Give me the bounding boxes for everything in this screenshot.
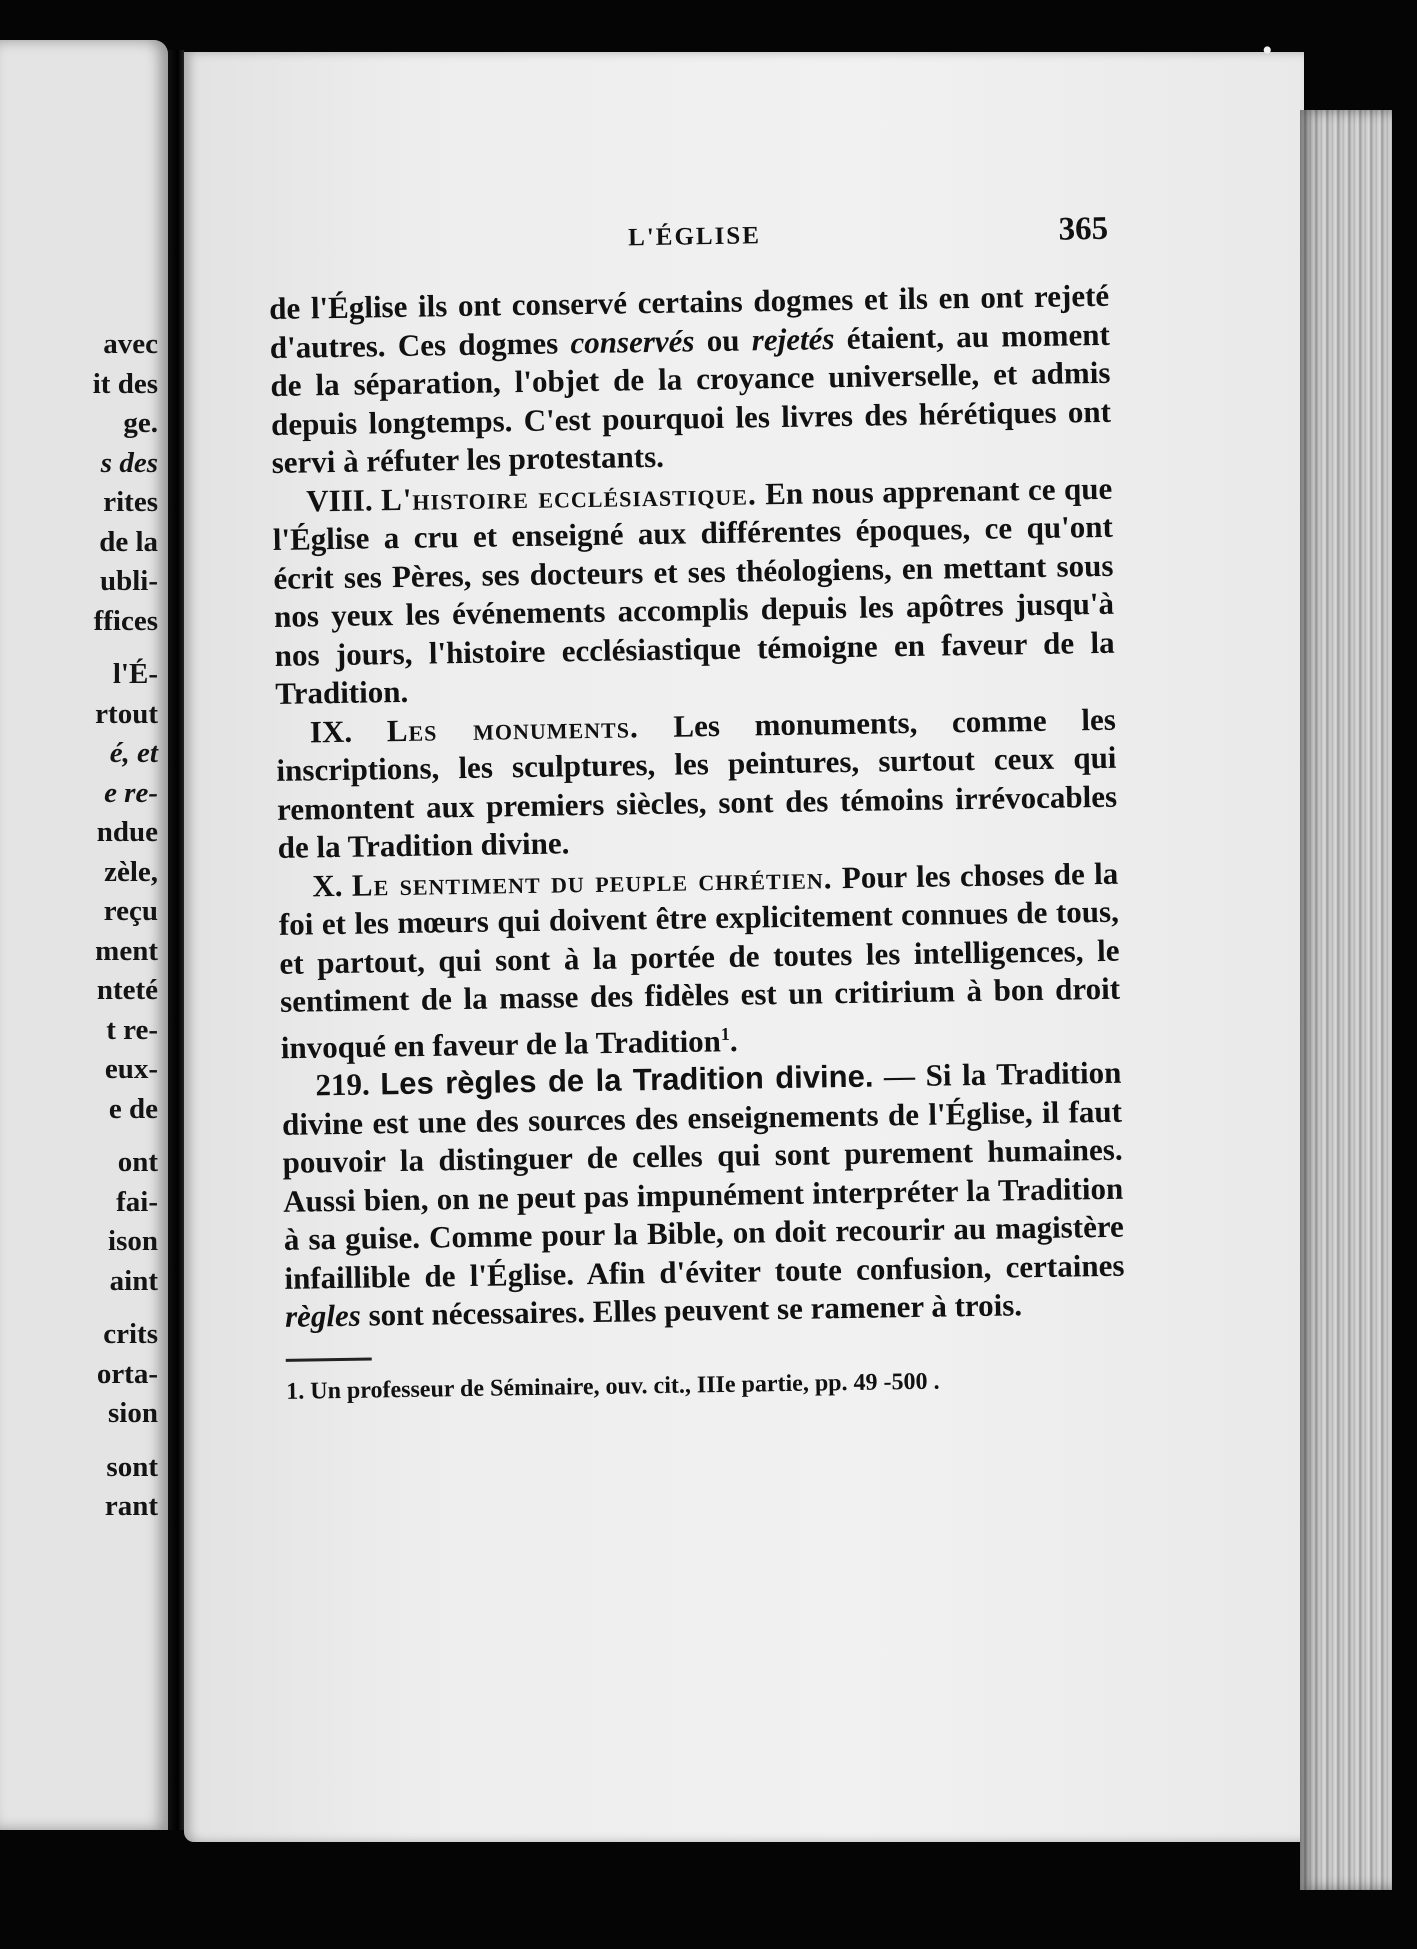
left-page-line: ndue <box>96 816 158 848</box>
left-page-line <box>0 1434 158 1448</box>
left-page-line: eux- <box>104 1053 158 1085</box>
section-number: 219. <box>315 1066 370 1103</box>
section-text: En nous apprenant ce que l'Église a cru et enseigné aux différentes époques, ce qu'ont écrit ses Pères, ses docteurs et ses théologiens, en mettant sous nos yeux les événements accomplis depuis les apôtres jusqu'à nos jours, l'histoire ecclésiastique témoigne en faveur de la Tradition. <box>272 470 1115 711</box>
left-page-line: ge. <box>123 407 158 439</box>
section-219 <box>281 1054 1125 1337</box>
left-page-line: de la <box>99 525 158 558</box>
left-page-line: it des <box>92 367 158 400</box>
left-page-line: ont <box>117 1146 158 1178</box>
left-page-line: e re- <box>104 776 158 809</box>
section-heading: Le sentiment du peuple chrétien. <box>351 859 833 903</box>
section-viii <box>272 469 1116 713</box>
left-page-line: sont <box>106 1450 158 1483</box>
section-end: . <box>729 1022 738 1058</box>
section-text-end: sont nécessaires. Elles peuvent se ramener à trois. <box>368 1287 1023 1333</box>
left-page-line: sion <box>108 1397 158 1429</box>
footnote-ref: 1 <box>720 1023 730 1044</box>
left-page-line: crits <box>103 1318 158 1350</box>
body-text <box>269 277 1125 1337</box>
left-page-line: rites <box>103 486 158 518</box>
section-numeral: IX. <box>309 713 353 749</box>
left-page-line <box>0 641 158 655</box>
left-page-line: ubli- <box>99 565 158 597</box>
left-page-line: rtout <box>95 697 158 730</box>
left-page-text <box>0 325 158 1527</box>
section-heading: Les monuments. <box>386 708 639 748</box>
footnote: 1. Un professeur de Séminaire, ouv. cit., IIIe partie, pp. 49 -500 . <box>286 1368 940 1405</box>
left-page-line: fai- <box>116 1185 158 1218</box>
left-page-line: avec <box>103 328 158 360</box>
footnote-rule <box>286 1357 372 1361</box>
italic-word: rejetés <box>751 320 835 357</box>
left-page-line: e de <box>108 1092 158 1125</box>
left-page-line: orta- <box>96 1357 158 1390</box>
running-head-title: L'ÉGLISE <box>627 222 762 252</box>
left-page-line: l'É- <box>112 658 158 690</box>
left-page-line: ffices <box>93 604 158 637</box>
left-page-line: rant <box>104 1490 158 1522</box>
section-dash: — <box>883 1058 916 1094</box>
book-gutter <box>168 50 184 1830</box>
left-page-line: s des <box>100 446 158 479</box>
left-page-line: ison <box>108 1225 158 1257</box>
italic-word: conservés <box>570 322 695 360</box>
left-page-line: t re- <box>106 1013 158 1046</box>
left-page-line <box>0 1129 158 1143</box>
left-page-line: zèle, <box>104 855 158 888</box>
section-italic: règles <box>284 1298 362 1335</box>
section-numeral: VIII. <box>305 481 373 518</box>
left-page-line: ment <box>95 934 158 967</box>
section-text: Pour les choses de la foi et les mœurs qui doivent être explicitement connues de tous, et partout, qui sont à la portée de toutes les intelligences, le sentiment de la masse des fidèles est un critirium à bon droit invoqué en faveur de la Tradition <box>278 855 1121 1065</box>
section-text: Si la Tradition divine est une des sources des enseignements de l'Église, il faut pouvoir la distinguer de celles qui sont purement humaines. Aussi bien, on ne peut pas impunément interpréter la Tradition à sa guise. Comme pour la Bible, on doit recourir au magistère infaillible de l'Église. Afin d'éviter toute confusion, certaines <box>281 1055 1125 1296</box>
page-fore-edge <box>1300 110 1392 1890</box>
section-title: Les règles de la Tradition divine. <box>380 1058 874 1102</box>
section-x <box>278 854 1121 1067</box>
left-page-line: é, et <box>109 737 158 769</box>
section-ix <box>276 700 1118 867</box>
left-page-line: aint <box>109 1264 158 1297</box>
left-page-line: reçu <box>103 895 158 927</box>
page-content <box>268 210 1126 1408</box>
section-heading: L'histoire ecclésiastique. <box>380 475 757 517</box>
paragraph-continued: de l'Église ils ont conservé certains dogmes et ils en ont rejeté d'autres. Ces dogmes conservés ou rejetés étaient, au moment de la séparation, l'objet de la croyance universelle, et admis depuis longtemps. C'est pourquoi les livres des hérétiques ont servi à réfuter les protestants. <box>268 277 1112 480</box>
page-number: 365 <box>1058 210 1109 248</box>
left-page-line <box>0 1301 158 1315</box>
section-text: Les monuments, comme les inscriptions, les sculptures, les peintures, surtout ceux qui remontent aux premiers siècles, sont des témoins irrévocables de la Tradition divine. <box>276 701 1118 865</box>
left-facing-page <box>0 40 168 1830</box>
speck-mark: • <box>1262 34 1273 67</box>
section-numeral: X. <box>312 867 343 903</box>
left-page-line: nteté <box>96 974 158 1006</box>
